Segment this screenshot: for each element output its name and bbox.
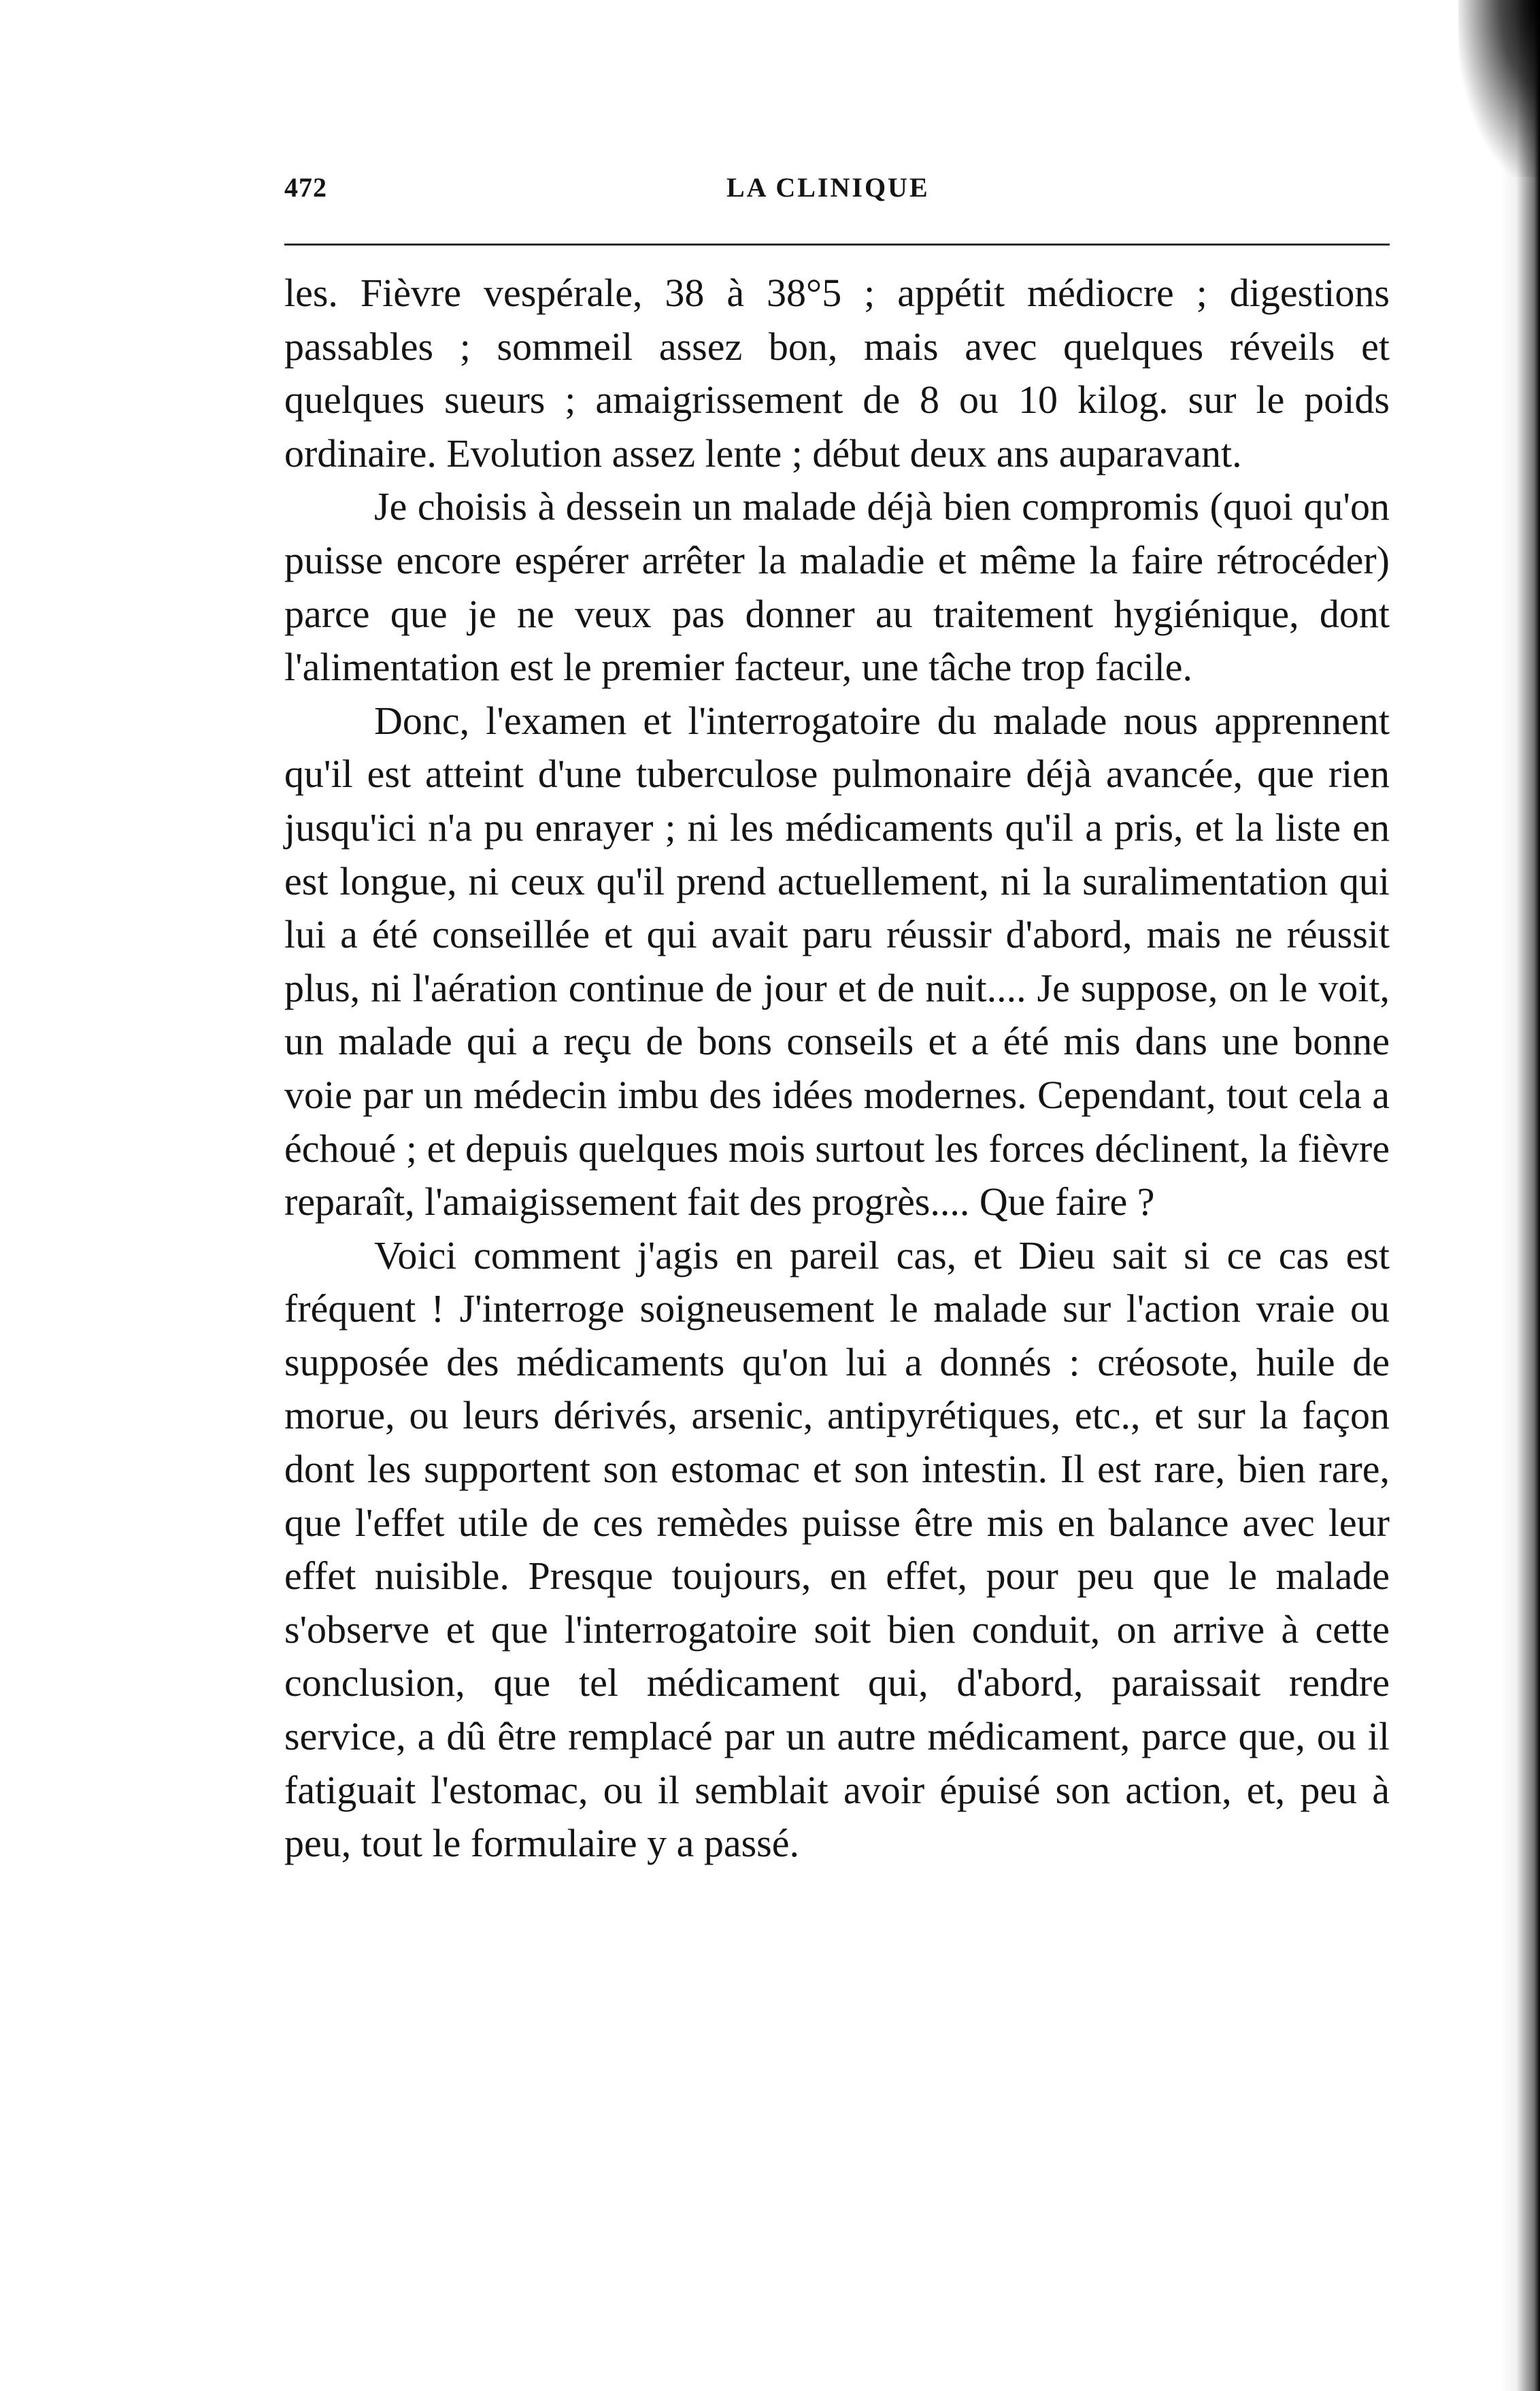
body-text xyxy=(284,267,1390,1871)
page-header xyxy=(284,171,1390,219)
paragraph: Voici comment j'agis en pareil cas, et Dieu sait si ce cas est fréquent ! J'interroge soigneusement le malade sur l'action vraie ou supposée des médicaments qu'on lui a donnés : créosote, huile de morue, ou leurs dérivés, arsenic, antipyrétiques, etc., et sur la façon dont les supportent son estomac et son intestin. Il est rare, bien rare, que l'effet utile de ces remèdes puisse être mis en balance avec leur effet nuisible. Presque toujours, en effet, pour peu que le malade s'observe et que l'interrogatoire soit bien conduit, on arrive à cette conclusion, que tel médicament qui, d'abord, paraissait rendre service, a dû être remplacé par un autre médicament, parce que, ou il fatiguait l'estomac, ou il semblait avoir épuisé son action, et, peu à peu, tout le formulaire y a passé. xyxy=(284,1233,1390,1866)
page-number: 472 xyxy=(284,172,327,203)
paragraph-continued: les. Fièvre vespérale, 38 à 38°5 ; appétit médiocre ; digestions passables ; sommeil assez bon, mais avec quelques réveils et quelques sueurs ; amaigrissement de 8 ou 10 kilog. sur le poids ordinaire. Evolution assez lente ; début deux ans auparavant. xyxy=(284,271,1390,475)
paragraph: Je choisis à dessein un malade déjà bien compromis (quoi qu'on puisse encore espérer arrêter la maladie et même la faire rétrocéder) parce que je ne veux pas donner au traitement hygiénique, dont l'alimentation est le premier facteur, une tâche trop facile. xyxy=(284,484,1390,690)
running-title: LA CLINIQUE xyxy=(726,172,930,203)
paragraph: Donc, l'examen et l'interrogatoire du malade nous apprennent qu'il est atteint d'une tuberculose pulmonaire déjà avancée, que rien jusqu'ici n'a pu enrayer ; ni les médicaments qu'il a pris, et la liste en est longue, ni ceux qu'il prend actuellement, ni la suralimentation qui lui a été conseillée et qui avait paru réussir d'abord, mais ne réussit plus, ni l'aération continue de jour et de nuit.... Je suppose, on le voit, un malade qui a reçu de bons conseils et a été mis dans une bonne voie par un médecin imbu des idées modernes. Cependant, tout cela a échoué ; et depuis quelques mois surtout les forces déclinent, la fièvre reparaît, l'amaigissement fait des progrès.... Que faire ? xyxy=(284,698,1390,1224)
page-corner-shadow xyxy=(1458,0,1540,177)
header-rule xyxy=(284,244,1390,246)
page-edge-shadow xyxy=(1501,0,1540,2391)
